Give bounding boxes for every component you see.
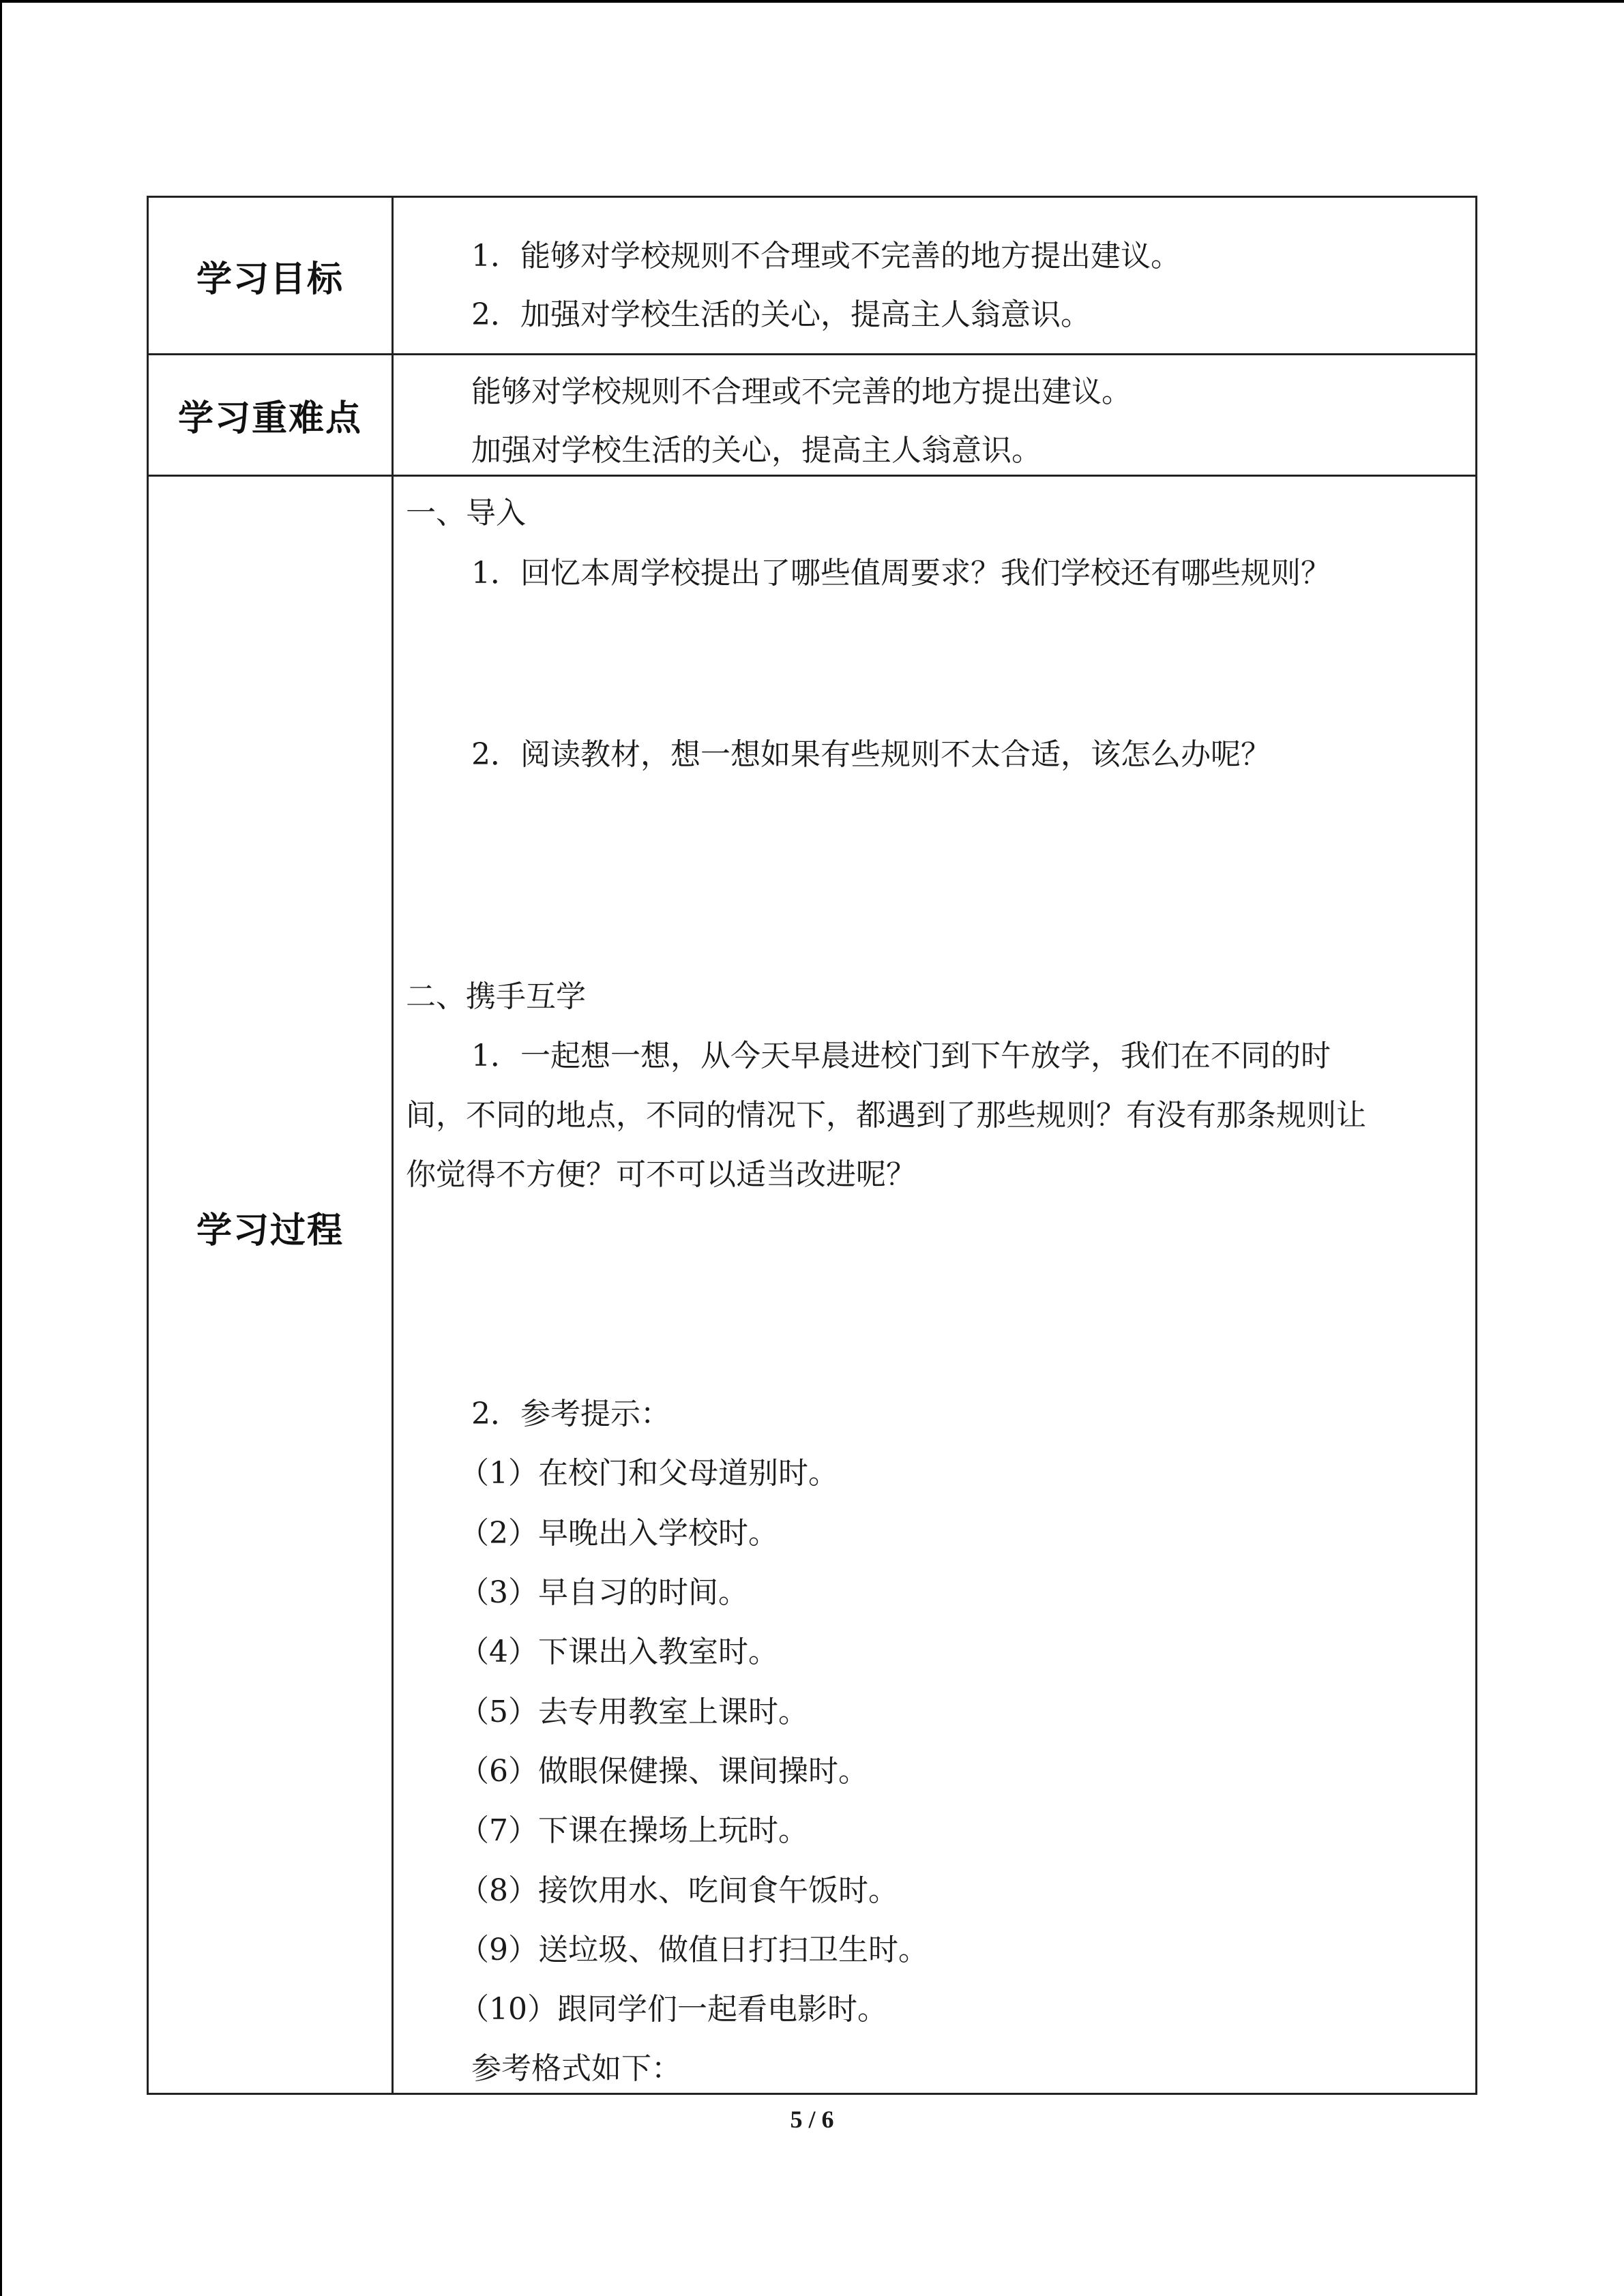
- hint-item-2: （2）早晚出入学校时。: [459, 1516, 778, 1551]
- lesson-table: [147, 196, 1477, 2095]
- hint-title: 2．参考提示：: [471, 1397, 670, 1431]
- objectives-label: 学习目标: [196, 258, 344, 300]
- section-1-question-1: 1．回忆本周学校提出了哪些值周要求？我们学校还有哪些规则？: [471, 556, 1331, 591]
- hint-item-10: （10）跟同学们一起看电影时。: [459, 1992, 887, 2027]
- hint-item-5: （5）去专用教室上课时。: [459, 1695, 808, 1729]
- key-points-row: [149, 355, 1475, 477]
- hint-item-8: （8）接饮用水、吃间食午饭时。: [459, 1873, 898, 1908]
- section-1-heading: 一、导入: [406, 496, 526, 531]
- section-1-question-2: 2．阅读教材，想一想如果有些规则不太合适，该怎么办呢？: [471, 737, 1271, 772]
- page-top-rule: [0, 0, 1624, 3]
- key-point-item-2: 加强对学校生活的关心，提高主人翁意识。: [471, 433, 1042, 468]
- hint-item-1: （1）在校门和父母道别时。: [459, 1456, 838, 1491]
- objective-item-1: 1．能够对学校规则不合理或不完善的地方提出建议。: [471, 239, 1181, 273]
- hint-item-7: （7）下课在操场上玩时。: [459, 1813, 808, 1848]
- page-left-rule: [0, 0, 2, 2296]
- hint-item-6: （6）做眼保健操、课间操时。: [459, 1754, 868, 1789]
- section-2-question-1-line-2: 间，不同的地点，不同的情况下，都遇到了那些规则？有没有那条规则让: [406, 1098, 1366, 1133]
- section-2-heading: 二、携手互学: [406, 979, 586, 1014]
- key-point-item-1: 能够对学校规则不合理或不完善的地方提出建议。: [471, 374, 1132, 409]
- hint-item-3: （3）早自习的时间。: [459, 1575, 748, 1610]
- section-2-question-1-line-1: 1．一起想一想，从今天早晨进校门到下午放学，我们在不同的时: [471, 1039, 1331, 1073]
- format-note: 参考格式如下：: [471, 2051, 681, 2086]
- objective-item-2: 2．加强对学校生活的关心，提高主人翁意识。: [471, 297, 1091, 332]
- objectives-row: [149, 198, 1475, 355]
- section-2-question-1-line-3: 你觉得不方便？可不可以适当改进呢？: [406, 1157, 916, 1192]
- objectives-content: [394, 198, 1475, 353]
- hint-item-4: （4）下课出入教室时。: [459, 1635, 778, 1669]
- key-points-content: [394, 355, 1475, 475]
- process-row: [149, 477, 1475, 2095]
- page-number: 5 / 6: [790, 2106, 834, 2133]
- hint-item-9: （9）送垃圾、做值日打扫卫生时。: [459, 1933, 928, 1967]
- process-content: [394, 477, 1475, 2095]
- key-points-label: 学习重难点: [177, 398, 362, 439]
- process-label: 学习过程: [196, 1210, 344, 1251]
